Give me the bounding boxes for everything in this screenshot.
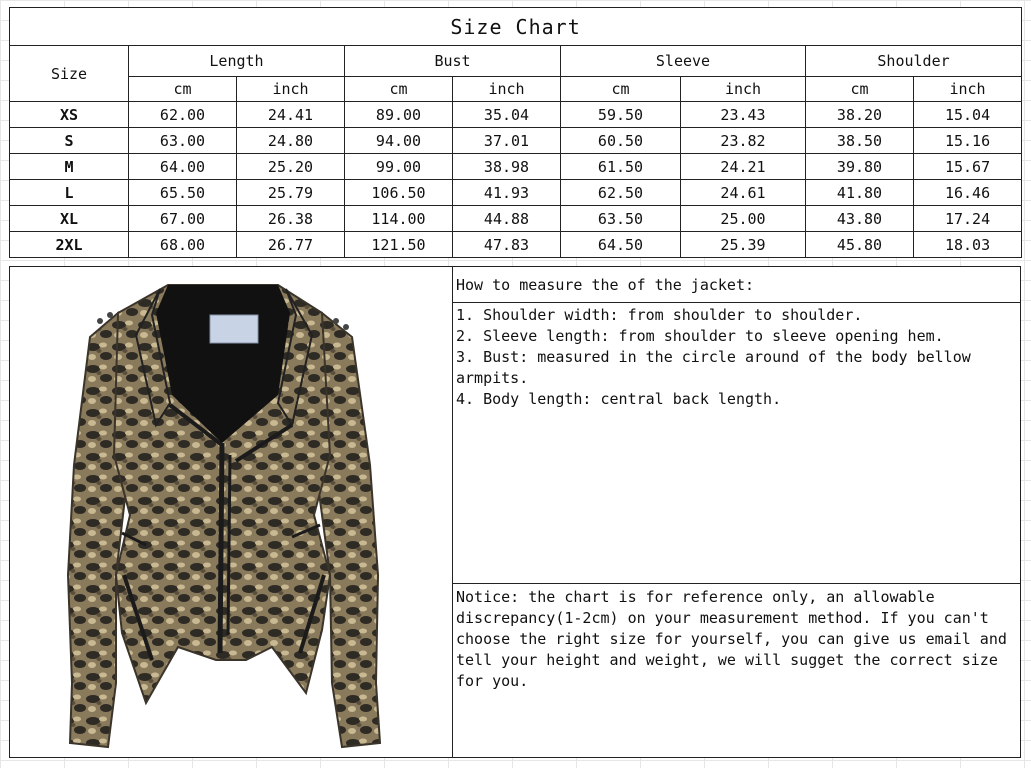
table-cell: 47.83 [453, 232, 561, 258]
table-cell: 62.50 [561, 180, 681, 206]
measure-steps [453, 305, 1020, 410]
table-cell: 23.82 [681, 128, 806, 154]
table-cell: 64.00 [129, 154, 237, 180]
table-cell: 106.50 [345, 180, 453, 206]
product-photo-area [10, 267, 452, 757]
table-cell: 25.00 [681, 206, 806, 232]
table-row [10, 128, 1022, 154]
snakeskin-jacket-photo [60, 275, 400, 750]
table-cell: 41.93 [453, 180, 561, 206]
unit-header: inch [914, 77, 1022, 102]
unit-header: inch [453, 77, 561, 102]
table-cell: 65.50 [129, 180, 237, 206]
list-item: 2. Sleeve length: from shoulder to sleeve opening hem. [456, 327, 944, 345]
size-cell: XS [10, 102, 129, 128]
table-cell: 114.00 [345, 206, 453, 232]
group-length: Length [129, 46, 345, 77]
table-cell: 15.04 [914, 102, 1022, 128]
table-cell: 45.80 [806, 232, 914, 258]
measurement-panel [9, 266, 1021, 758]
table-cell: 61.50 [561, 154, 681, 180]
group-shoulder: Shoulder [806, 46, 1022, 77]
table-cell: 24.41 [237, 102, 345, 128]
table-cell: 15.67 [914, 154, 1022, 180]
table-cell: 18.03 [914, 232, 1022, 258]
table-cell: 68.00 [129, 232, 237, 258]
size-chart-table [9, 7, 1022, 258]
table-cell: 25.39 [681, 232, 806, 258]
table-cell: 24.80 [237, 128, 345, 154]
table-cell: 25.20 [237, 154, 345, 180]
size-cell: 2XL [10, 232, 129, 258]
measure-instructions [453, 267, 1020, 757]
list-item: 3. Bust: measured in the circle around of the body bellow armpits. [456, 348, 971, 387]
table-cell: 38.98 [453, 154, 561, 180]
unit-header: cm [129, 77, 237, 102]
size-cell: S [10, 128, 129, 154]
table-cell: 25.79 [237, 180, 345, 206]
table-cell: 63.50 [561, 206, 681, 232]
table-cell: 63.00 [129, 128, 237, 154]
size-header: Size [10, 46, 129, 102]
notice-divider [453, 583, 1020, 584]
table-row [10, 232, 1022, 258]
table-cell: 16.46 [914, 180, 1022, 206]
table-cell: 41.80 [806, 180, 914, 206]
unit-header: cm [561, 77, 681, 102]
group-sleeve: Sleeve [561, 46, 806, 77]
table-cell: 35.04 [453, 102, 561, 128]
list-item: 1. Shoulder width: from shoulder to shoulder. [456, 306, 863, 324]
table-cell: 23.43 [681, 102, 806, 128]
size-cell: XL [10, 206, 129, 232]
table-cell: 64.50 [561, 232, 681, 258]
table-cell: 38.50 [806, 128, 914, 154]
table-cell: 121.50 [345, 232, 453, 258]
table-cell: 15.16 [914, 128, 1022, 154]
table-cell: 26.77 [237, 232, 345, 258]
table-cell: 94.00 [345, 128, 453, 154]
unit-header: inch [681, 77, 806, 102]
table-cell: 67.00 [129, 206, 237, 232]
unit-header: inch [237, 77, 345, 102]
table-cell: 44.88 [453, 206, 561, 232]
table-cell: 26.38 [237, 206, 345, 232]
table-row [10, 102, 1022, 128]
table-cell: 24.61 [681, 180, 806, 206]
table-cell: 37.01 [453, 128, 561, 154]
table-row [10, 180, 1022, 206]
notice-text: Notice: the chart is for reference only, an allowable discrepancy(1-2cm) on your measurement method. If you can't choose the right size for yourself, you can give us email and tell your height and weight, we will sugget the correct size for you. [456, 588, 1007, 690]
group-bust: Bust [345, 46, 561, 77]
table-cell: 59.50 [561, 102, 681, 128]
table-cell: 62.00 [129, 102, 237, 128]
table-cell: 24.21 [681, 154, 806, 180]
table-cell: 89.00 [345, 102, 453, 128]
table-cell: 17.24 [914, 206, 1022, 232]
table-cell: 99.00 [345, 154, 453, 180]
table-cell: 38.20 [806, 102, 914, 128]
list-item: 4. Body length: central back length. [456, 390, 782, 408]
unit-header: cm [806, 77, 914, 102]
chart-title: Size Chart [10, 8, 1022, 46]
table-cell: 60.50 [561, 128, 681, 154]
size-cell: M [10, 154, 129, 180]
unit-header: cm [345, 77, 453, 102]
table-row [10, 206, 1022, 232]
size-cell: L [10, 180, 129, 206]
table-cell: 43.80 [806, 206, 914, 232]
measure-heading: How to measure the of the jacket: [453, 267, 1020, 303]
table-cell: 39.80 [806, 154, 914, 180]
table-row [10, 154, 1022, 180]
